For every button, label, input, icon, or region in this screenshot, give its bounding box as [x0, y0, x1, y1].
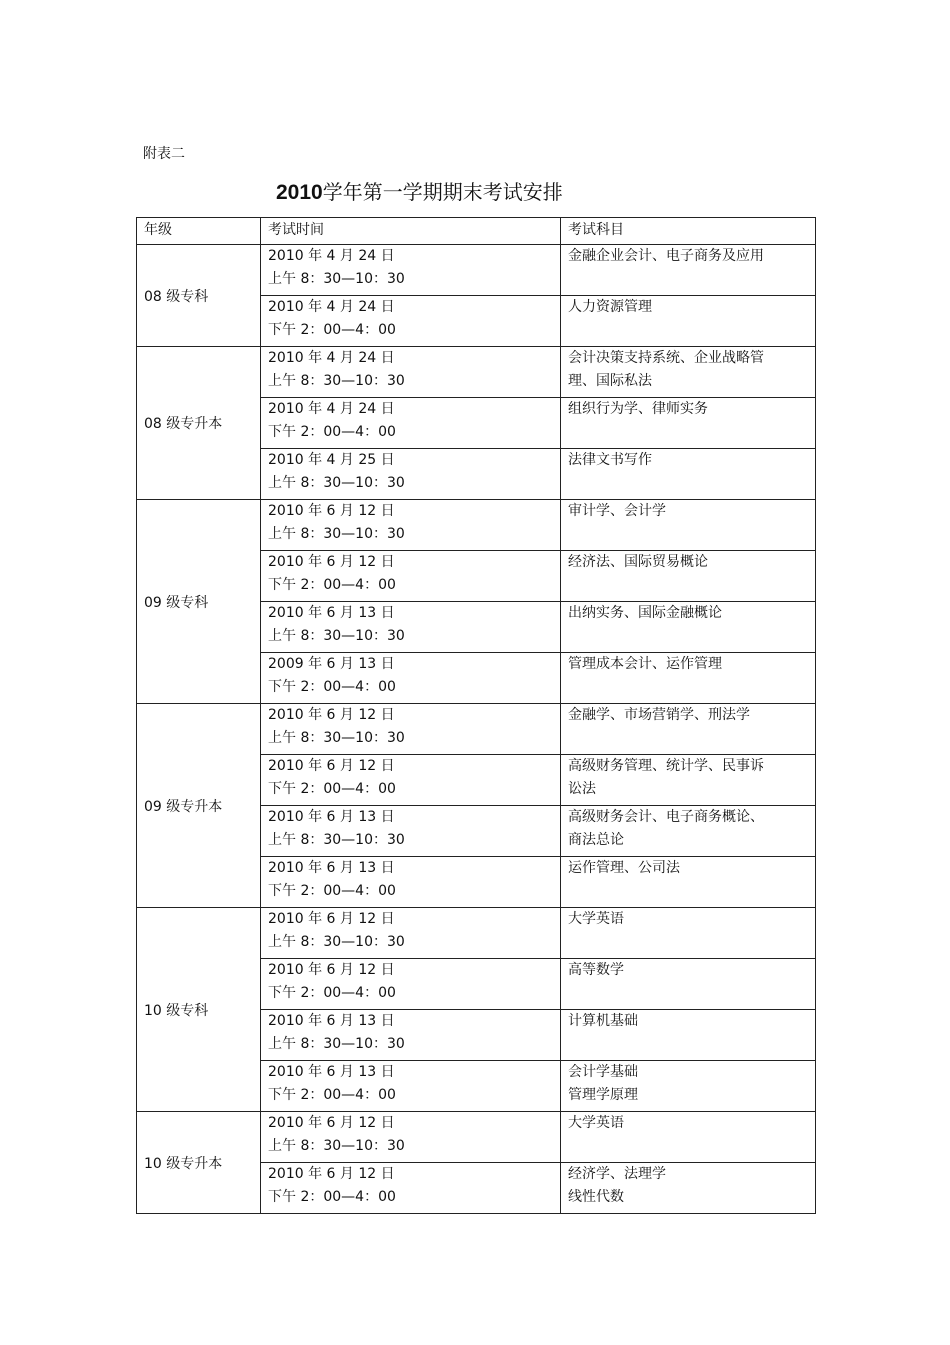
grade-cell: 09 级专科 [137, 500, 261, 704]
grade-cell: 09 级专升本 [137, 704, 261, 908]
exam-subject-line: 运作管理、公司法 [568, 860, 680, 876]
table-row [137, 245, 816, 296]
exam-slot: 下午 2：00—4：00 [268, 577, 396, 593]
exam-date: 2010 年 6 月 12 日 [268, 911, 395, 927]
exam-subject-line: 法律文书写作 [568, 452, 652, 468]
exam-date: 2010 年 6 月 12 日 [268, 1166, 395, 1182]
exam-time-cell [261, 653, 561, 704]
header-subject: 考试科目 [561, 218, 816, 245]
exam-time-cell [261, 296, 561, 347]
exam-subject-line: 计算机基础 [568, 1013, 638, 1029]
exam-date: 2010 年 6 月 13 日 [268, 605, 395, 621]
exam-time-cell [261, 806, 561, 857]
exam-subject-cell [561, 704, 816, 755]
exam-time-cell [261, 245, 561, 296]
exam-subject-cell [561, 1061, 816, 1112]
grade-cell: 10 级专科 [137, 908, 261, 1112]
exam-slot: 下午 2：00—4：00 [268, 985, 396, 1001]
exam-subject-line: 会计学基础 [568, 1064, 638, 1080]
exam-subject-line: 审计学、会计学 [568, 503, 666, 519]
exam-slot: 上午 8：30—10：30 [268, 832, 405, 848]
exam-slot: 上午 8：30—10：30 [268, 730, 405, 746]
exam-subject-cell [561, 449, 816, 500]
exam-date: 2010 年 4 月 25 日 [268, 452, 395, 468]
exam-subject-cell [561, 653, 816, 704]
page-title [276, 178, 563, 207]
exam-subject-line: 高级财务会计、电子商务概论、 [568, 809, 764, 825]
exam-subject-line: 商法总论 [568, 832, 624, 848]
exam-slot: 下午 2：00—4：00 [268, 679, 396, 695]
exam-subject-cell [561, 1163, 816, 1214]
exam-time-cell [261, 449, 561, 500]
exam-slot: 下午 2：00—4：00 [268, 1087, 396, 1103]
exam-subject-line: 线性代数 [568, 1189, 624, 1205]
exam-date: 2010 年 4 月 24 日 [268, 299, 395, 315]
exam-slot: 上午 8：30—10：30 [268, 1138, 405, 1154]
exam-date: 2009 年 6 月 13 日 [268, 656, 395, 672]
exam-slot: 上午 8：30—10：30 [268, 526, 405, 542]
exam-subject-cell [561, 806, 816, 857]
exam-slot: 下午 2：00—4：00 [268, 883, 396, 899]
exam-subject-line: 人力资源管理 [568, 299, 652, 315]
exam-subject-cell [561, 1112, 816, 1163]
exam-date: 2010 年 6 月 13 日 [268, 1013, 395, 1029]
exam-subject-cell [561, 551, 816, 602]
exam-slot: 上午 8：30—10：30 [268, 373, 405, 389]
table-body [137, 245, 816, 1214]
exam-slot: 下午 2：00—4：00 [268, 424, 396, 440]
grade-cell: 10 级专升本 [137, 1112, 261, 1214]
grade-cell: 08 级专升本 [137, 347, 261, 500]
exam-slot: 下午 2：00—4：00 [268, 1189, 396, 1205]
exam-time-cell [261, 551, 561, 602]
exam-subject-line: 高级财务管理、统计学、民事诉 [568, 758, 764, 774]
exam-subject-line: 会计决策支持系统、企业战略管 [568, 350, 764, 366]
exam-date: 2010 年 4 月 24 日 [268, 350, 395, 366]
exam-schedule-table [136, 217, 816, 1214]
exam-subject-line: 讼法 [568, 781, 596, 797]
exam-date: 2010 年 6 月 12 日 [268, 1115, 395, 1131]
exam-subject-cell [561, 500, 816, 551]
header-time: 考试时间 [261, 218, 561, 245]
table-row [137, 704, 816, 755]
exam-date: 2010 年 4 月 24 日 [268, 401, 395, 417]
exam-subject-cell [561, 398, 816, 449]
exam-subject-line: 经济法、国际贸易概论 [568, 554, 708, 570]
exam-subject-line: 金融学、市场营销学、刑法学 [568, 707, 750, 723]
exam-subject-line: 高等数学 [568, 962, 624, 978]
exam-time-cell [261, 1061, 561, 1112]
table-row [137, 500, 816, 551]
title-text: 学年第一学期期末考试安排 [322, 180, 563, 204]
exam-date: 2010 年 6 月 13 日 [268, 1064, 395, 1080]
table-row [137, 1112, 816, 1163]
exam-date: 2010 年 6 月 12 日 [268, 758, 395, 774]
exam-time-cell [261, 1010, 561, 1061]
exam-subject-cell [561, 755, 816, 806]
appendix-label: 附表二 [143, 146, 185, 162]
table-row [137, 908, 816, 959]
exam-date: 2010 年 6 月 12 日 [268, 707, 395, 723]
exam-date: 2010 年 6 月 12 日 [268, 962, 395, 978]
exam-subject-line: 大学英语 [568, 911, 624, 927]
exam-time-cell [261, 908, 561, 959]
exam-subject-line: 管理学原理 [568, 1087, 638, 1103]
title-year: 2010 [276, 181, 323, 204]
exam-subject-cell [561, 857, 816, 908]
exam-subject-cell [561, 245, 816, 296]
exam-subject-cell [561, 959, 816, 1010]
exam-subject-line: 大学英语 [568, 1115, 624, 1131]
exam-time-cell [261, 500, 561, 551]
exam-slot: 上午 8：30—10：30 [268, 934, 405, 950]
exam-time-cell [261, 398, 561, 449]
exam-slot: 下午 2：00—4：00 [268, 781, 396, 797]
exam-time-cell [261, 347, 561, 398]
exam-subject-line: 金融企业会计、电子商务及应用 [568, 248, 764, 264]
exam-subject-cell [561, 296, 816, 347]
exam-slot: 上午 8：30—10：30 [268, 1036, 405, 1052]
exam-subject-cell [561, 347, 816, 398]
exam-slot: 下午 2：00—4：00 [268, 322, 396, 338]
exam-time-cell [261, 755, 561, 806]
exam-slot: 上午 8：30—10：30 [268, 475, 405, 491]
exam-time-cell [261, 1163, 561, 1214]
exam-date: 2010 年 6 月 12 日 [268, 503, 395, 519]
exam-subject-line: 组织行为学、律师实务 [568, 401, 708, 417]
exam-subject-cell [561, 1010, 816, 1061]
exam-time-cell [261, 959, 561, 1010]
table-row [137, 347, 816, 398]
exam-slot: 上午 8：30—10：30 [268, 271, 405, 287]
exam-subject-line: 出纳实务、国际金融概论 [568, 605, 722, 621]
exam-time-cell [261, 704, 561, 755]
exam-subject-line: 理、国际私法 [568, 373, 652, 389]
exam-slot: 上午 8：30—10：30 [268, 628, 405, 644]
exam-time-cell [261, 1112, 561, 1163]
exam-date: 2010 年 4 月 24 日 [268, 248, 395, 264]
exam-date: 2010 年 6 月 13 日 [268, 809, 395, 825]
table-header-row [137, 218, 816, 245]
exam-date: 2010 年 6 月 13 日 [268, 860, 395, 876]
exam-time-cell [261, 857, 561, 908]
header-grade: 年级 [137, 218, 261, 245]
exam-subject-cell [561, 602, 816, 653]
grade-cell: 08 级专科 [137, 245, 261, 347]
exam-date: 2010 年 6 月 12 日 [268, 554, 395, 570]
exam-subject-line: 管理成本会计、运作管理 [568, 656, 722, 672]
exam-subject-line: 经济学、法理学 [568, 1166, 666, 1182]
exam-time-cell [261, 602, 561, 653]
exam-subject-cell [561, 908, 816, 959]
